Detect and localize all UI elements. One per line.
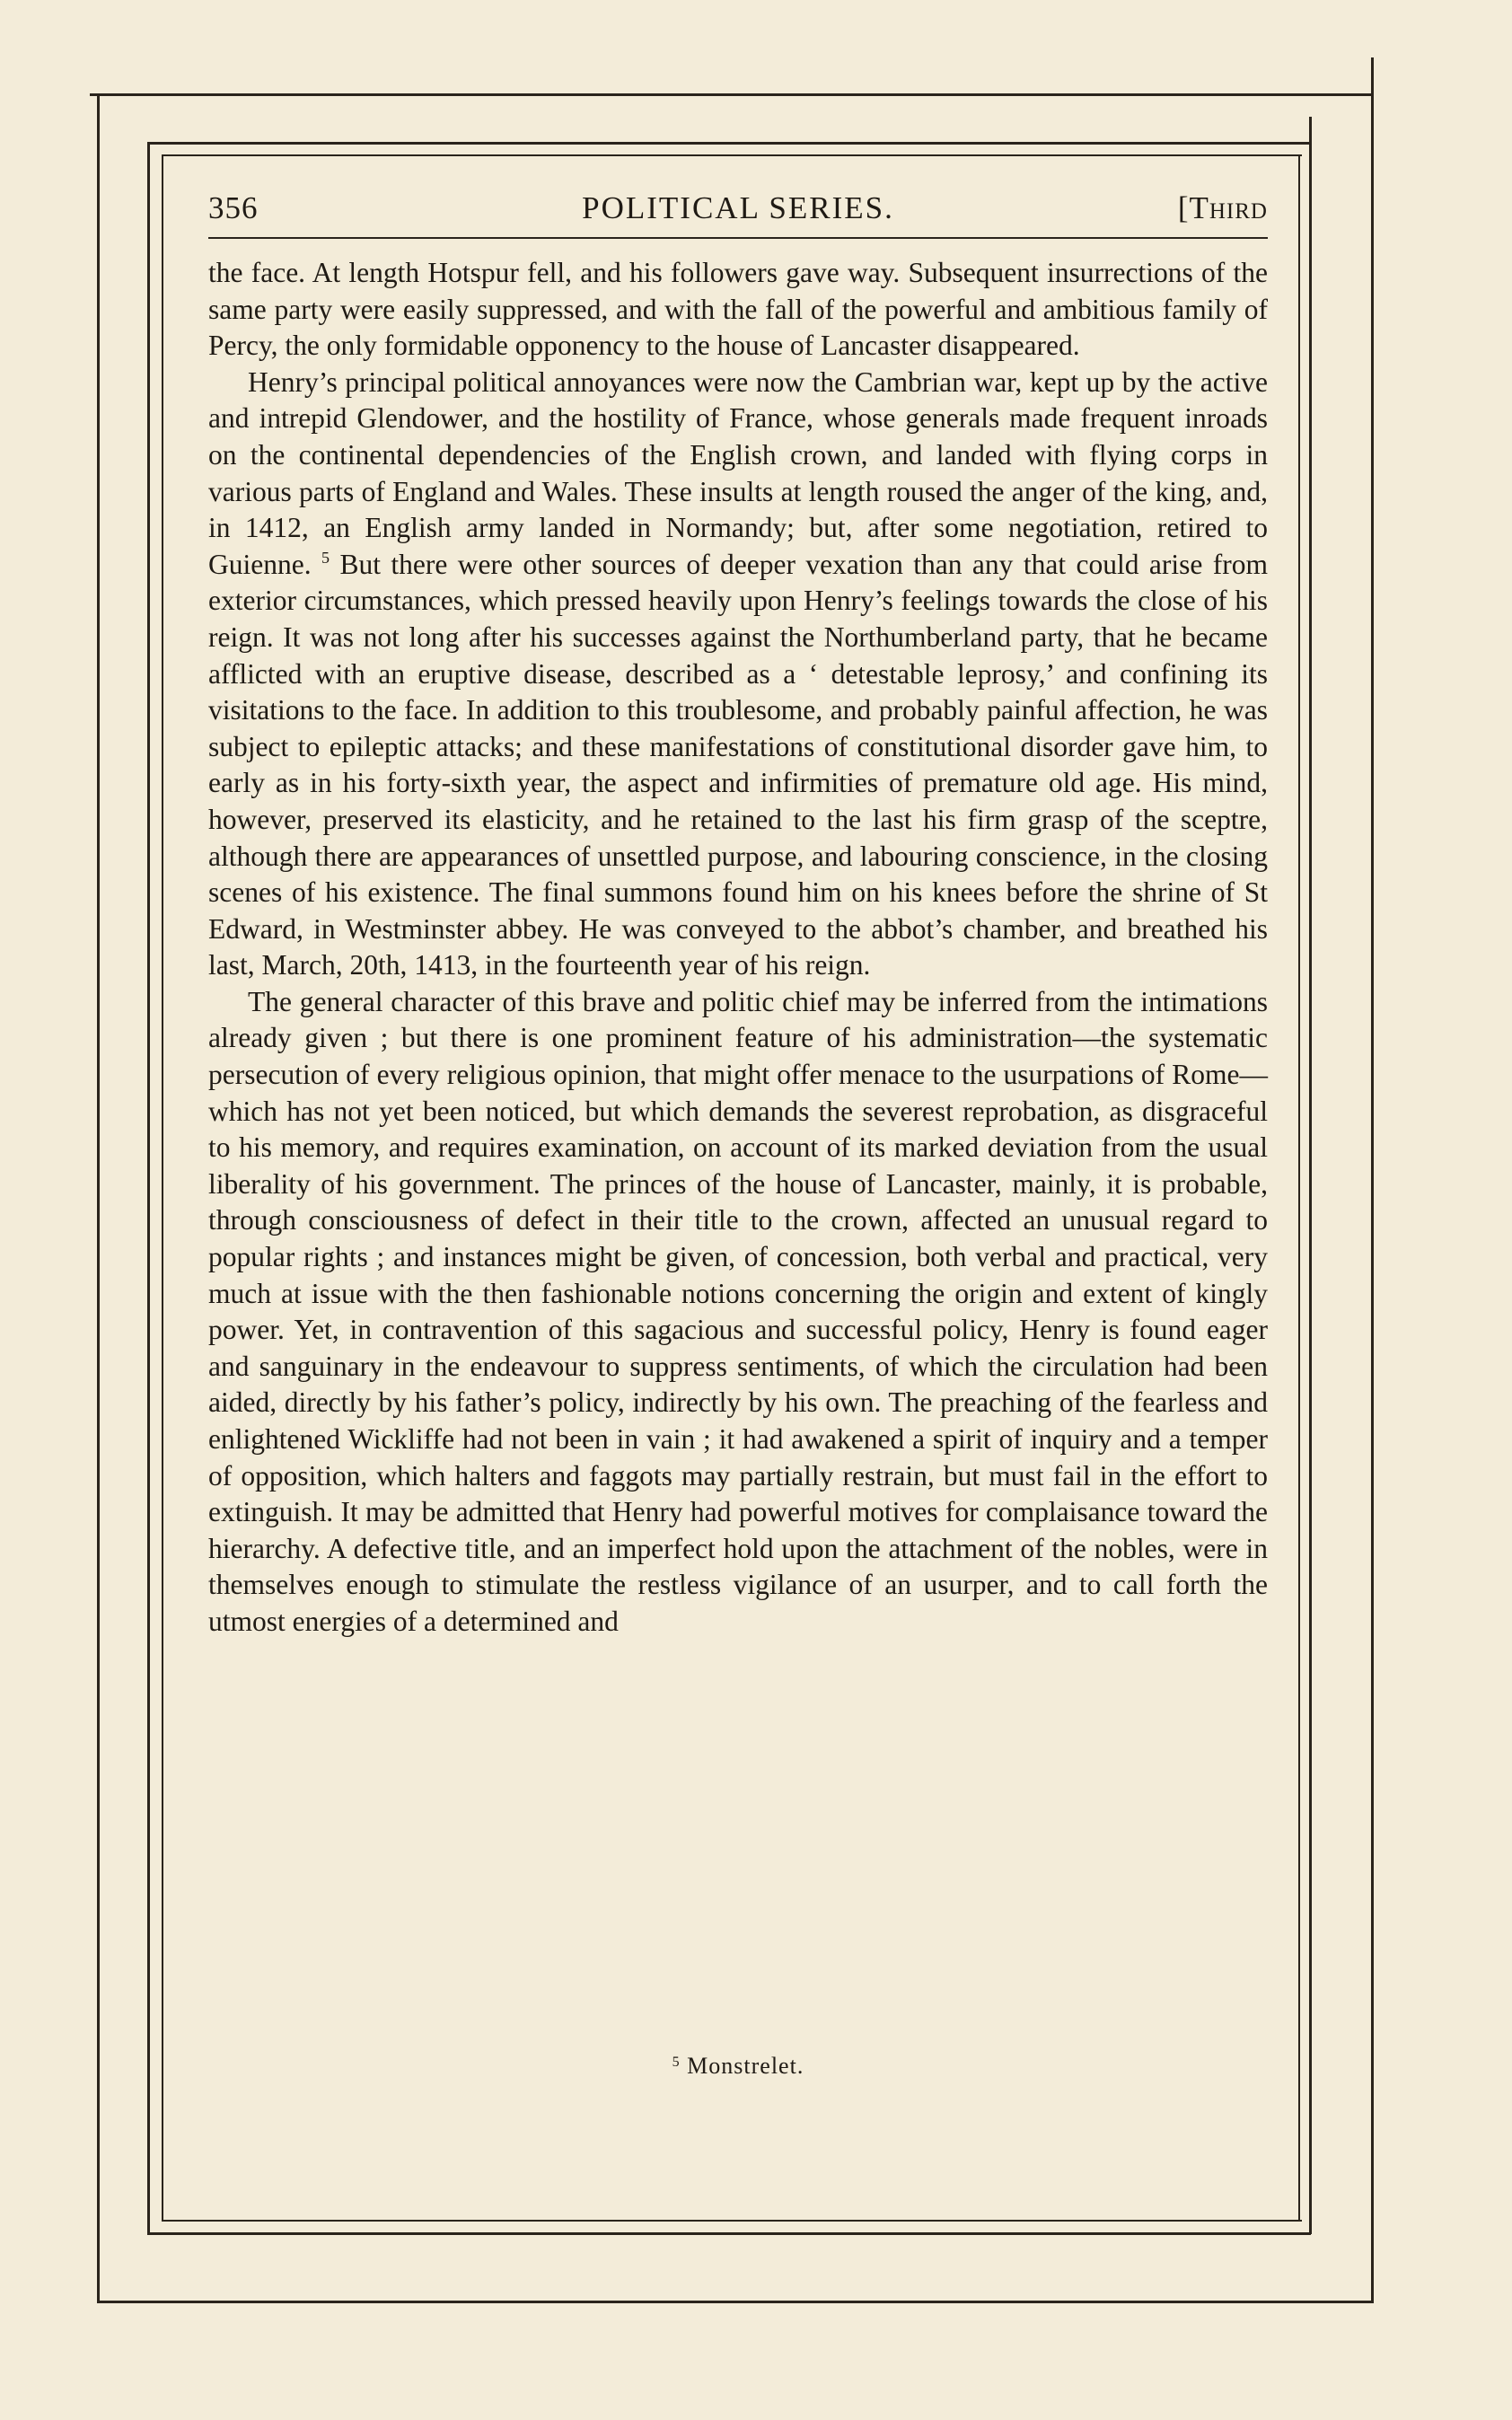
page-border-left-inner [162,154,163,2222]
page-border-top-inner [162,154,1302,156]
header-rule [208,237,1268,239]
book-page [208,180,1268,2191]
page-border-right [1309,117,1312,2234]
page-border-left [147,142,150,2234]
outer-frame-left [97,93,100,2302]
page-border-right-inner [1298,154,1300,2222]
page-border-bottom [147,2232,1311,2235]
footnote [208,2053,1268,2080]
paragraph-3: The general character of this brave and politic chief may be inferred from the intimations already given ; but there is one prominent feature of his administration—the systematic persecution of every religious opinion, that might offer menace to the usurpations of Rome—which has not yet been noticed, but which demands the severest reprobation, as disgraceful to his memory, and requires examination, on account of its marked deviation from the usual liberality of his government. The princes of the house of Lancaster, mainly, it is probable, through consciousness of defect in their title to the crown, affected an unusual regard to popular rights ; and instances might be given, of concession, both verbal and practical, very much at issue with the then fashionable notions concerning the origin and extent of kingly power. Yet, in contravention of this sagacious and successful policy, Henry is found eager and sanguinary in the endeavour to suppress sentiments, of which the circulation had been aided, directly by his father’s policy, indirectly by his own. The preaching of the fearless and enlightened Wickliffe had not been in vain ; it had awakened a spirit of inquiry and a temper of opposition, which halters and faggots may partially restrain, but must fail in the effort to extinguish. It may be admitted that Henry had powerful motives for complaisance toward the hierarchy. A defective title, and an imperfect hold upon the attachment of the nobles, were in themselves enough to stimulate the restless vigilance of an usurper, and to call forth the utmost energies of a determined and [208,985,1268,1637]
page-border-top [147,142,1311,145]
body-text [208,255,1268,1641]
footnote-text: Monstrelet. [687,2053,804,2079]
paragraph-2-text: Henry’s principal political annoyances were now the Cambrian war, kept up by the active and intrepid Glendower, and the hostility of France, whose generals made frequent inroads on the continental dependencies of the English crown, and landed with flying corps in various parts of England and Wales. These insults at length roused the anger of the king, and, in 1412, an English army landed in Normandy; but, after some negotiation, retired to Guienne. [208,365,1268,580]
paragraph-1: the face. At length Hotspur fell, and his followers gave way. Subsequent insurrections of the same party were easily suppressed, and with the fall of the powerful and ambitious family of Percy, the only formidable opponency to the house of Lancaster disappeared. [208,257,1268,362]
footnote-reference: 5 [321,548,330,567]
section-label: [Third [1177,190,1268,225]
page-border-bottom-inner [162,2220,1302,2222]
paragraph-2 [208,365,1268,984]
outer-frame-top [90,93,1374,96]
footnote-marker: 5 [672,2055,681,2070]
running-title: POLITICAL SERIES. [582,190,894,225]
paragraph-2-continuation: But there were other sources of deeper vexation than any that could arise from exterior circumstances, which pressed heavily upon Henry’s feelings towards the close of his reign. It was not long after his successes against the Northumberland party, that he became afflicted with an eruptive disease, described as a ‘ detestable leprosy,’ and confining its visitations to the face. In addition to this troublesome, and probably painful affection, he was subject to epileptic attacks; and these manifestations of constitutional disorder gave him, to early as in his forty-sixth year, the aspect and infirmities of premature old age. His mind, however, preserved its elasticity, and he retained to the last his firm grasp of the sceptre, although there are appearances of unsettled purpose, and labouring conscience, in the closing scenes of his existence. The final summons found him on his knees before the shrine of St Edward, in Westminster abbey. He was conveyed to the abbot’s chamber, and breathed his last, March, 20th, 1413, in the fourteenth year of his reign. [208,548,1269,981]
page-number: 356 [208,190,259,225]
running-header [208,180,1268,233]
outer-frame-right [1371,57,1374,2302]
outer-frame-bottom [97,2301,1374,2303]
